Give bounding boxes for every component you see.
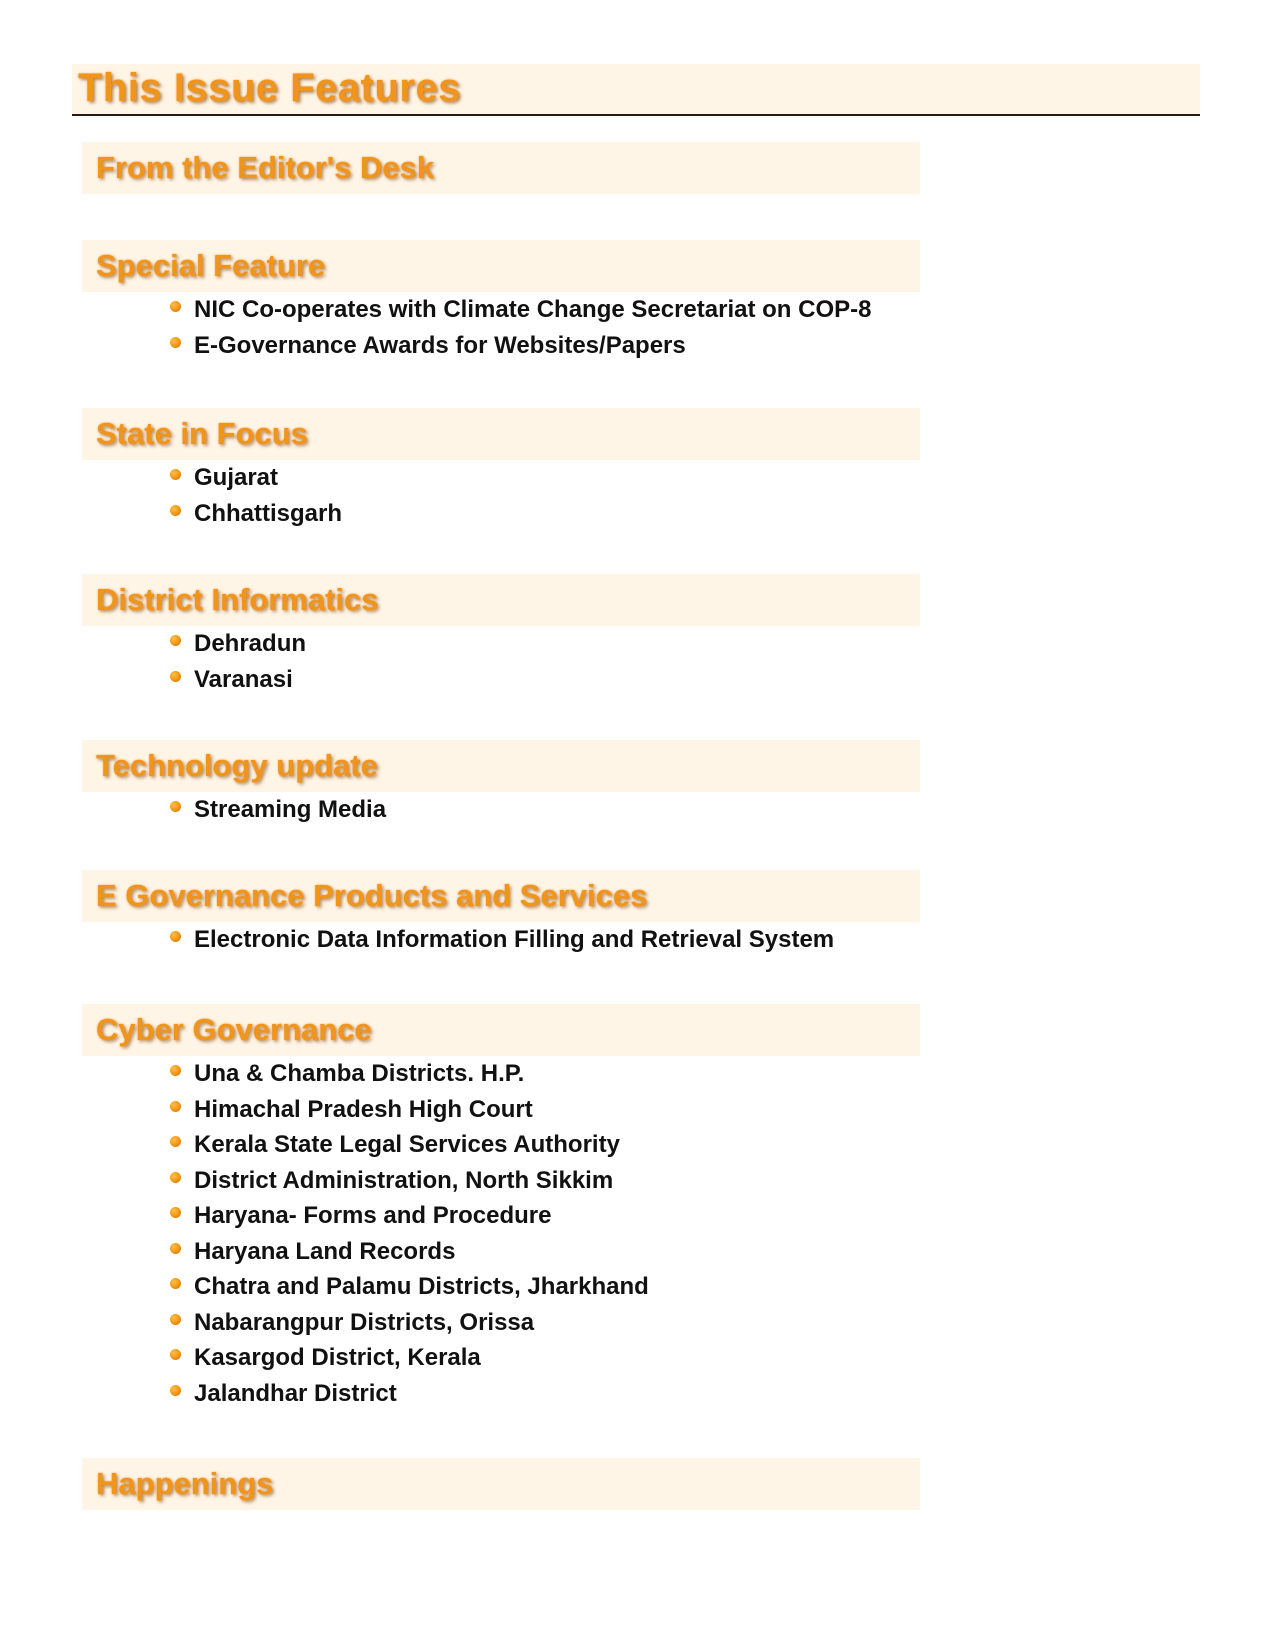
list-item[interactable] bbox=[170, 460, 1008, 496]
orange-bullet-icon bbox=[170, 671, 181, 682]
orange-bullet-icon bbox=[170, 505, 181, 516]
page-title: This Issue Features bbox=[78, 66, 461, 110]
orange-bullet-icon bbox=[170, 1385, 181, 1396]
item-label: Kerala State Legal Services Authority bbox=[194, 1131, 620, 1158]
section-header[interactable] bbox=[82, 408, 920, 460]
list-item[interactable] bbox=[170, 662, 1008, 698]
list-item[interactable] bbox=[170, 292, 1008, 328]
item-label: Nabarangpur Districts, Orissa bbox=[194, 1308, 535, 1336]
item-label: Chhattisgarh bbox=[194, 499, 343, 527]
list-item[interactable] bbox=[170, 1092, 1008, 1128]
item-list bbox=[170, 292, 1008, 363]
list-item[interactable] bbox=[170, 1163, 1008, 1199]
orange-bullet-icon bbox=[170, 337, 181, 348]
section-header[interactable] bbox=[82, 1458, 920, 1510]
list-item[interactable] bbox=[170, 328, 1008, 364]
list-item[interactable] bbox=[170, 1198, 1008, 1234]
section-title[interactable]: State in Focus bbox=[96, 416, 308, 451]
section-title[interactable]: Technology update bbox=[96, 748, 378, 783]
list-item[interactable] bbox=[170, 626, 1008, 662]
section-title[interactable]: Cyber Governance bbox=[96, 1012, 372, 1047]
orange-bullet-icon bbox=[170, 1172, 181, 1183]
section-state-in-focus bbox=[82, 408, 920, 531]
item-label: Haryana Land Records bbox=[194, 1237, 456, 1265]
list-item[interactable] bbox=[170, 1127, 1008, 1163]
item-label: Himachal Pradesh High Court bbox=[194, 1095, 533, 1123]
orange-bullet-icon bbox=[170, 1278, 181, 1289]
section-header[interactable] bbox=[82, 240, 920, 292]
section-title[interactable]: Happenings bbox=[96, 1466, 274, 1501]
section-header[interactable] bbox=[82, 142, 920, 194]
orange-bullet-icon bbox=[170, 931, 181, 942]
section-happenings bbox=[82, 1458, 920, 1510]
orange-bullet-icon bbox=[170, 1136, 181, 1147]
section-header[interactable] bbox=[82, 870, 920, 922]
list-item[interactable] bbox=[170, 1305, 1008, 1341]
section-egov-products bbox=[82, 870, 920, 958]
section-header[interactable] bbox=[82, 740, 920, 792]
section-header[interactable] bbox=[82, 574, 920, 626]
main-title-bar bbox=[72, 64, 1200, 116]
list-item[interactable] bbox=[170, 1376, 1008, 1412]
item-list bbox=[170, 626, 1008, 697]
item-label: Una & Chamba Districts. H.P. bbox=[194, 1060, 525, 1087]
list-item[interactable] bbox=[170, 792, 1008, 828]
orange-bullet-icon bbox=[170, 801, 181, 812]
orange-bullet-icon bbox=[170, 1349, 181, 1360]
item-label: Chatra and Palamu Districts, Jharkhand bbox=[194, 1273, 649, 1300]
list-item[interactable] bbox=[170, 1340, 1008, 1376]
item-label: Varanasi bbox=[194, 665, 293, 693]
item-label: NIC Co-operates with Climate Change Secretariat on COP-8 bbox=[194, 296, 872, 323]
item-list bbox=[170, 1056, 1008, 1411]
item-label: Jalandhar District bbox=[194, 1379, 397, 1407]
orange-bullet-icon bbox=[170, 1243, 181, 1254]
item-label: Electronic Data Information Filling and Retrieval System bbox=[194, 926, 835, 953]
list-item[interactable] bbox=[170, 1269, 1008, 1305]
orange-bullet-icon bbox=[170, 301, 181, 312]
section-title[interactable]: Special Feature bbox=[96, 248, 326, 283]
section-district-informatics bbox=[82, 574, 920, 697]
orange-bullet-icon bbox=[170, 1101, 181, 1112]
orange-bullet-icon bbox=[170, 1207, 181, 1218]
item-list bbox=[170, 460, 1008, 531]
orange-bullet-icon bbox=[170, 469, 181, 480]
list-item[interactable] bbox=[170, 922, 1008, 958]
section-cyber-governance bbox=[82, 1004, 920, 1411]
section-editors-desk bbox=[82, 142, 920, 194]
section-header[interactable] bbox=[82, 1004, 920, 1056]
item-label: Dehradun bbox=[194, 630, 307, 657]
item-list bbox=[170, 922, 1008, 958]
item-label: Kasargod District, Kerala bbox=[194, 1344, 481, 1371]
list-item[interactable] bbox=[170, 496, 1008, 532]
item-label: Streaming Media bbox=[194, 796, 387, 823]
item-list bbox=[170, 792, 1008, 828]
list-item[interactable] bbox=[170, 1234, 1008, 1270]
orange-bullet-icon bbox=[170, 1314, 181, 1325]
item-label: Gujarat bbox=[194, 464, 279, 491]
section-special-feature bbox=[82, 240, 920, 363]
orange-bullet-icon bbox=[170, 635, 181, 646]
item-label: District Administration, North Sikkim bbox=[194, 1166, 614, 1194]
section-title[interactable]: From the Editor's Desk bbox=[96, 150, 435, 185]
section-technology-update bbox=[82, 740, 920, 828]
list-item[interactable] bbox=[170, 1056, 1008, 1092]
item-label: E-Governance Awards for Websites/Papers bbox=[194, 331, 686, 359]
orange-bullet-icon bbox=[170, 1065, 181, 1076]
item-label: Haryana- Forms and Procedure bbox=[194, 1202, 552, 1229]
section-title[interactable]: District Informatics bbox=[96, 582, 379, 617]
section-title[interactable]: E Governance Products and Services bbox=[96, 878, 648, 913]
